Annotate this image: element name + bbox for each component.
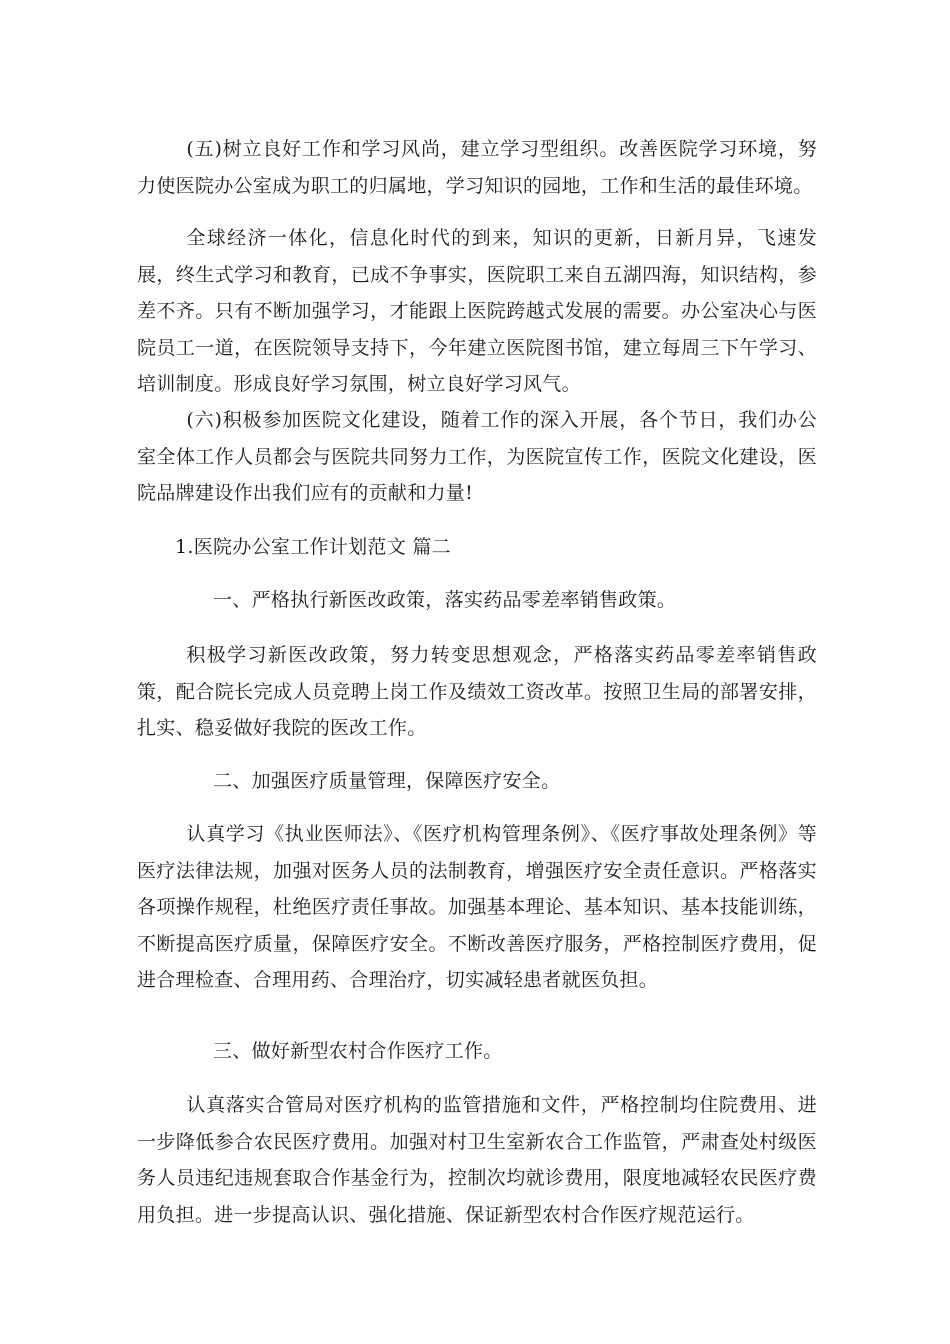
paragraph-medical-quality: 认真学习《执业医师法》、《医疗机构管理条例》、《医疗事故处理条例》等医疗法律法规，加强对医务人员的法制教育，增强医疗安全责任意识。严格落实各项操作规程，杜绝医疗责任事故。加强基本理论、基本知识、基本技能训练，不断提高医疗质量，保障医疗安全。不断改善医疗服务，严格控制医疗费用，促进合理检查、合理用药、合理治疗，切实减轻患者就医负担。 bbox=[137, 823, 817, 991]
subheading-two: 二、加强医疗质量管理，保障医疗安全。 bbox=[213, 770, 561, 792]
subheading-three: 三、做好新型农村合作医疗工作。 bbox=[213, 1040, 503, 1062]
section-heading-part-two: 1.医院办公室工作计划范文 篇二 bbox=[175, 536, 451, 558]
paragraph-item-five: (五)树立良好工作和学习风尚，建立学习型组织。改善医院学习环境，努力使医院办公室成为职工的归属地，学习知识的园地，工作和生活的最佳环境。 bbox=[137, 138, 817, 197]
paragraph-item-six: (六)积极参加医院文化建设，随着工作的深入开展，各个节日，我们办公室全体工作人员都会与医院共同努力工作，为医院宣传工作，医院文化建设，医院品牌建设作出我们应有的贡献和力量! bbox=[137, 409, 817, 504]
paragraph-learning: 全球经济一体化，信息化时代的到来，知识的更新，日新月异，飞速发展，终生式学习和教育，已成不争事实，医院职工来自五湖四海，知识结构，参差不齐。只有不断加强学习，才能跟上医院跨越式发展的需要。办公室决心与医院员工一道，在医院领导支持下，今年建立医院图书馆，建立每周三下午学习、培训制度。形成良好学习氛围，树立良好学习风气。 bbox=[137, 227, 817, 395]
paragraph-rural-cooperative: 认真落实合管局对医疗机构的监管措施和文件，严格控制均住院费用、进一步降低参合农民医疗费用。加强对村卫生室新农合工作监管，严肃查处村级医务人员违纪违规套取合作基金行为，控制次均就诊费用，限度地减轻农民医疗费用负担。进一步提高认识、强化措施、保证新型农村合作医疗规范运行。 bbox=[137, 1094, 817, 1226]
paragraph-medical-reform: 积极学习新医改政策，努力转变思想观念，严格落实药品零差率销售政策，配合院长完成人员竞聘上岗工作及绩效工资改革。按照卫生局的部署安排，扎实、稳妥做好我院的医改工作。 bbox=[137, 644, 817, 739]
subheading-one: 一、严格执行新医改政策，落实药品零差率销售政策。 bbox=[213, 589, 677, 611]
